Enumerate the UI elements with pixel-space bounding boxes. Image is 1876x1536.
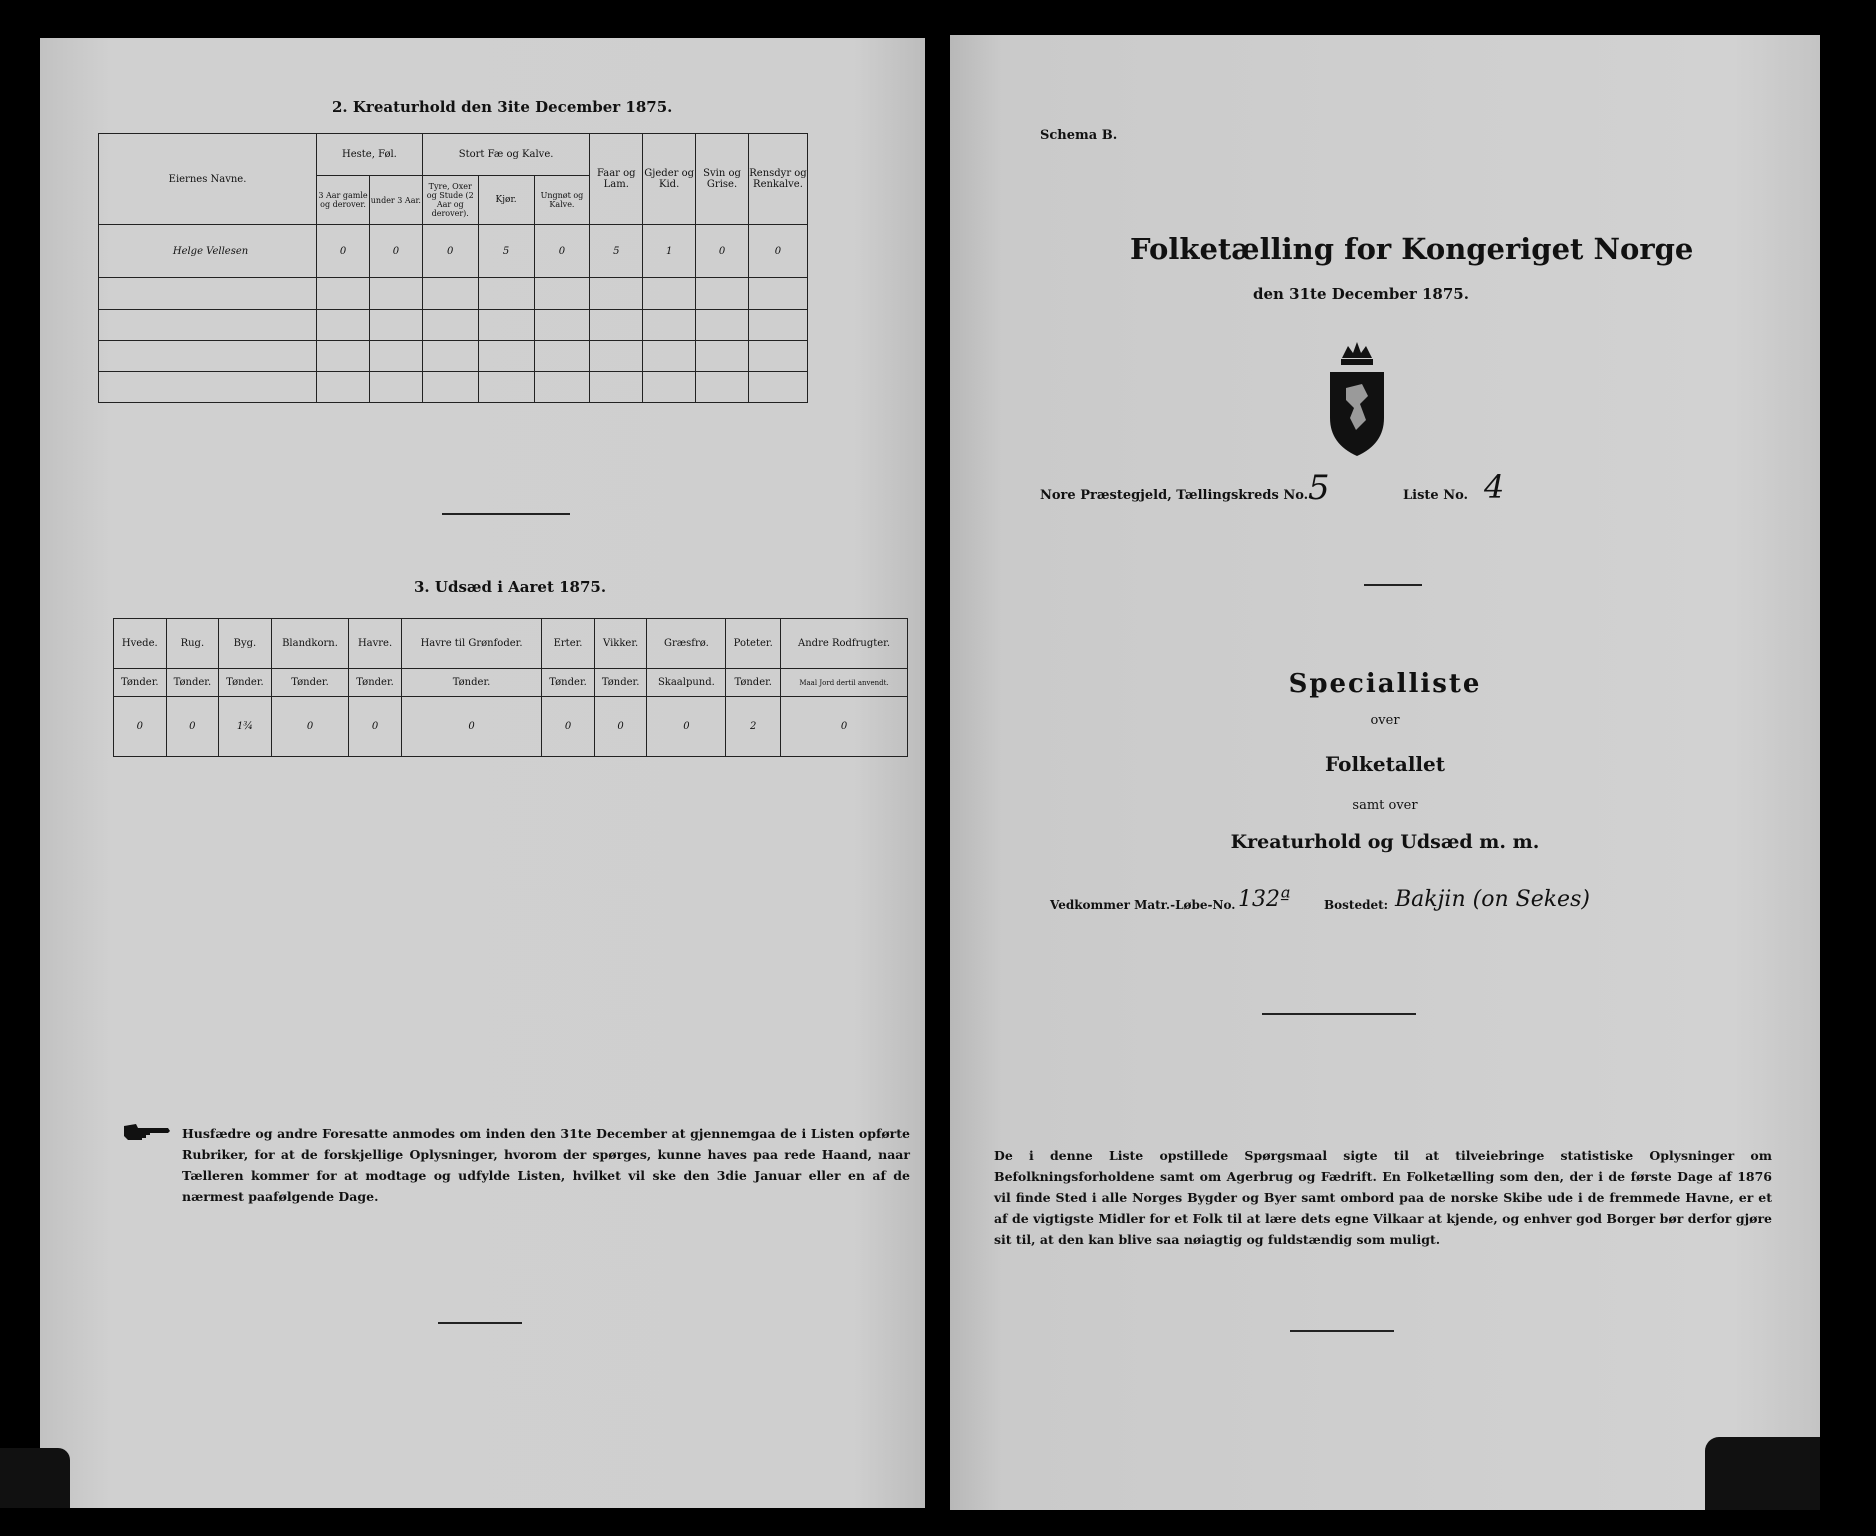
table-row [114,697,908,757]
matr-label: Vedkommer Matr.-Løbe-No. [1050,898,1236,912]
col-reindeer: Rensdyr og Renkalve. [748,134,807,225]
left-page [40,38,925,1508]
owner-name: Helge Vellesen [99,225,317,278]
hdr-blandkorn: Blandkorn. [271,619,349,669]
right-page [950,35,1820,1510]
seed-table [113,618,908,757]
divider [1290,1330,1394,1332]
value-goats: 1 [643,225,696,278]
divider [1364,584,1422,586]
table-row [99,309,808,340]
unit-havre: Tønder. [349,669,402,697]
value-reindeer: 0 [748,225,807,278]
liste-label: Liste No. [1403,488,1469,503]
col-cattle: Stort Fæ og Kalve. [422,134,590,176]
unit-andre: Maal Jord dertil anvendt. [781,669,908,697]
val-graesfro: 0 [647,697,726,757]
value-pigs: 0 [696,225,749,278]
divider [1262,1013,1416,1015]
intro-paragraph: De i denne Liste opstillede Spørgsmaal sigte til at tilveiebringe statistiske Oplysninger om Befolkningsforholdene samt om Agerbrug og Fædrift. En Folketælling som den, der i de første Dage af 1876 vil finde Sted i alle Norges Bygder og Byer samt ombord paa de norske Skibe ude i de fremmede Havne, er et af de vigtigste Midler for et Folk til at lære dets egne Vilkaar at kjende, og enhver god Borger bør derfor gjøre sit til, at den kan blive saa nøiagtig og fuldstændig som muligt. [994,1148,1772,1247]
col-cattle-sub3: Ungnøt og Kalve. [534,176,590,225]
bosted-value: Bakjin (on Sekes) [1395,887,1590,912]
liste-number: 4 [1484,468,1505,506]
val-hvede: 0 [114,697,167,757]
col-cattle-sub1: Tyre, Oxer og Stude (2 Aar og derover). [422,176,478,225]
pointing-hand-icon [122,1120,172,1142]
value-horses-young: 0 [369,225,422,278]
col-horses: Heste, Føl. [317,134,423,176]
unit-graesfro: Skaalpund. [647,669,726,697]
val-poteter: 2 [726,697,781,757]
divider [438,1322,522,1324]
section3-title: 3. Udsæd i Aaret 1875. [414,578,607,596]
val-havre: 0 [349,697,402,757]
divider [442,513,570,515]
livestock-table [98,133,808,403]
table-row [99,278,808,309]
val-rug: 0 [166,697,219,757]
val-blandkorn: 0 [271,697,349,757]
hdr-andre: Andre Rodfrugter. [781,619,908,669]
col-goats: Gjeder og Kid. [643,134,696,225]
unit-havre-gron: Tønder. [401,669,541,697]
unit-vikker: Tønder. [594,669,647,697]
binding-tab [0,1448,70,1508]
schema-label: Schema B. [1040,128,1118,143]
value-bulls: 0 [422,225,478,278]
samt-over-text: samt over [1352,798,1418,813]
prestegjeld-label: Nore Præstegjeld, Tællingskreds No. [1040,488,1309,503]
unit-blandkorn: Tønder. [271,669,349,697]
col-sheep: Faar og Lam. [590,134,643,225]
notice-text: Husfædre og andre Foresatte anmodes om inden den 31te December at gjennemgaa de i Listen opførte Rubriker, for at de forskjellige Oplysninger, hvorom der spørges, kunne haves paa rede Haand, naar Tælleren kommer for at modtage og udfylde Listen, hvilket vil ske den 3die Januar eller en af de nærmest paafølgende Dage. [182,1126,910,1204]
col-cattle-sub2: Kjør. [478,176,534,225]
table-row [99,225,808,278]
hdr-rug: Rug. [166,619,219,669]
hdr-poteter: Poteter. [726,619,781,669]
value-sheep: 5 [590,225,643,278]
val-erter: 0 [542,697,595,757]
section2-title: 2. Kreaturhold den 3ite December 1875. [332,98,673,116]
hdr-havre-gron: Havre til Grønfoder. [401,619,541,669]
over-text: over [1370,713,1400,728]
table-row [99,371,808,402]
folketallet-text: Folketallet [1325,752,1445,776]
kreds-number: 5 [1308,468,1330,508]
val-vikker: 0 [594,697,647,757]
value-cows: 5 [478,225,534,278]
unit-rug: Tønder. [166,669,219,697]
specialliste-heading: Specialliste [1288,669,1482,699]
val-byg: 1¾ [219,697,272,757]
hdr-vikker: Vikker. [594,619,647,669]
col-horses-sub2: under 3 Aar. [369,176,422,225]
col-horses-sub1: 3 Aar gamle og derover. [317,176,370,225]
coat-of-arms-icon [1322,340,1392,458]
hdr-erter: Erter. [542,619,595,669]
hdr-hvede: Hvede. [114,619,167,669]
col-pigs: Svin og Grise. [696,134,749,225]
val-andre: 0 [781,697,908,757]
unit-byg: Tønder. [219,669,272,697]
hdr-graesfro: Græsfrø. [647,619,726,669]
binding-tab [1705,1437,1820,1510]
main-title: Folketælling for Kongeriget Norge [1130,232,1694,266]
col-owner-name: Eiernes Navne. [99,134,317,225]
hdr-havre: Havre. [349,619,402,669]
table-row [99,340,808,371]
unit-poteter: Tønder. [726,669,781,697]
kreaturhold-text: Kreaturhold og Udsæd m. m. [1230,831,1540,853]
hdr-byg: Byg. [219,619,272,669]
val-havre-gron: 0 [401,697,541,757]
date-line: den 31te December 1875. [1253,285,1469,303]
unit-erter: Tønder. [542,669,595,697]
value-calves: 0 [534,225,590,278]
matr-number: 132ª [1238,887,1291,912]
unit-hvede: Tønder. [114,669,167,697]
value-horses-old: 0 [317,225,370,278]
bosted-label: Bostedet: [1324,898,1389,912]
